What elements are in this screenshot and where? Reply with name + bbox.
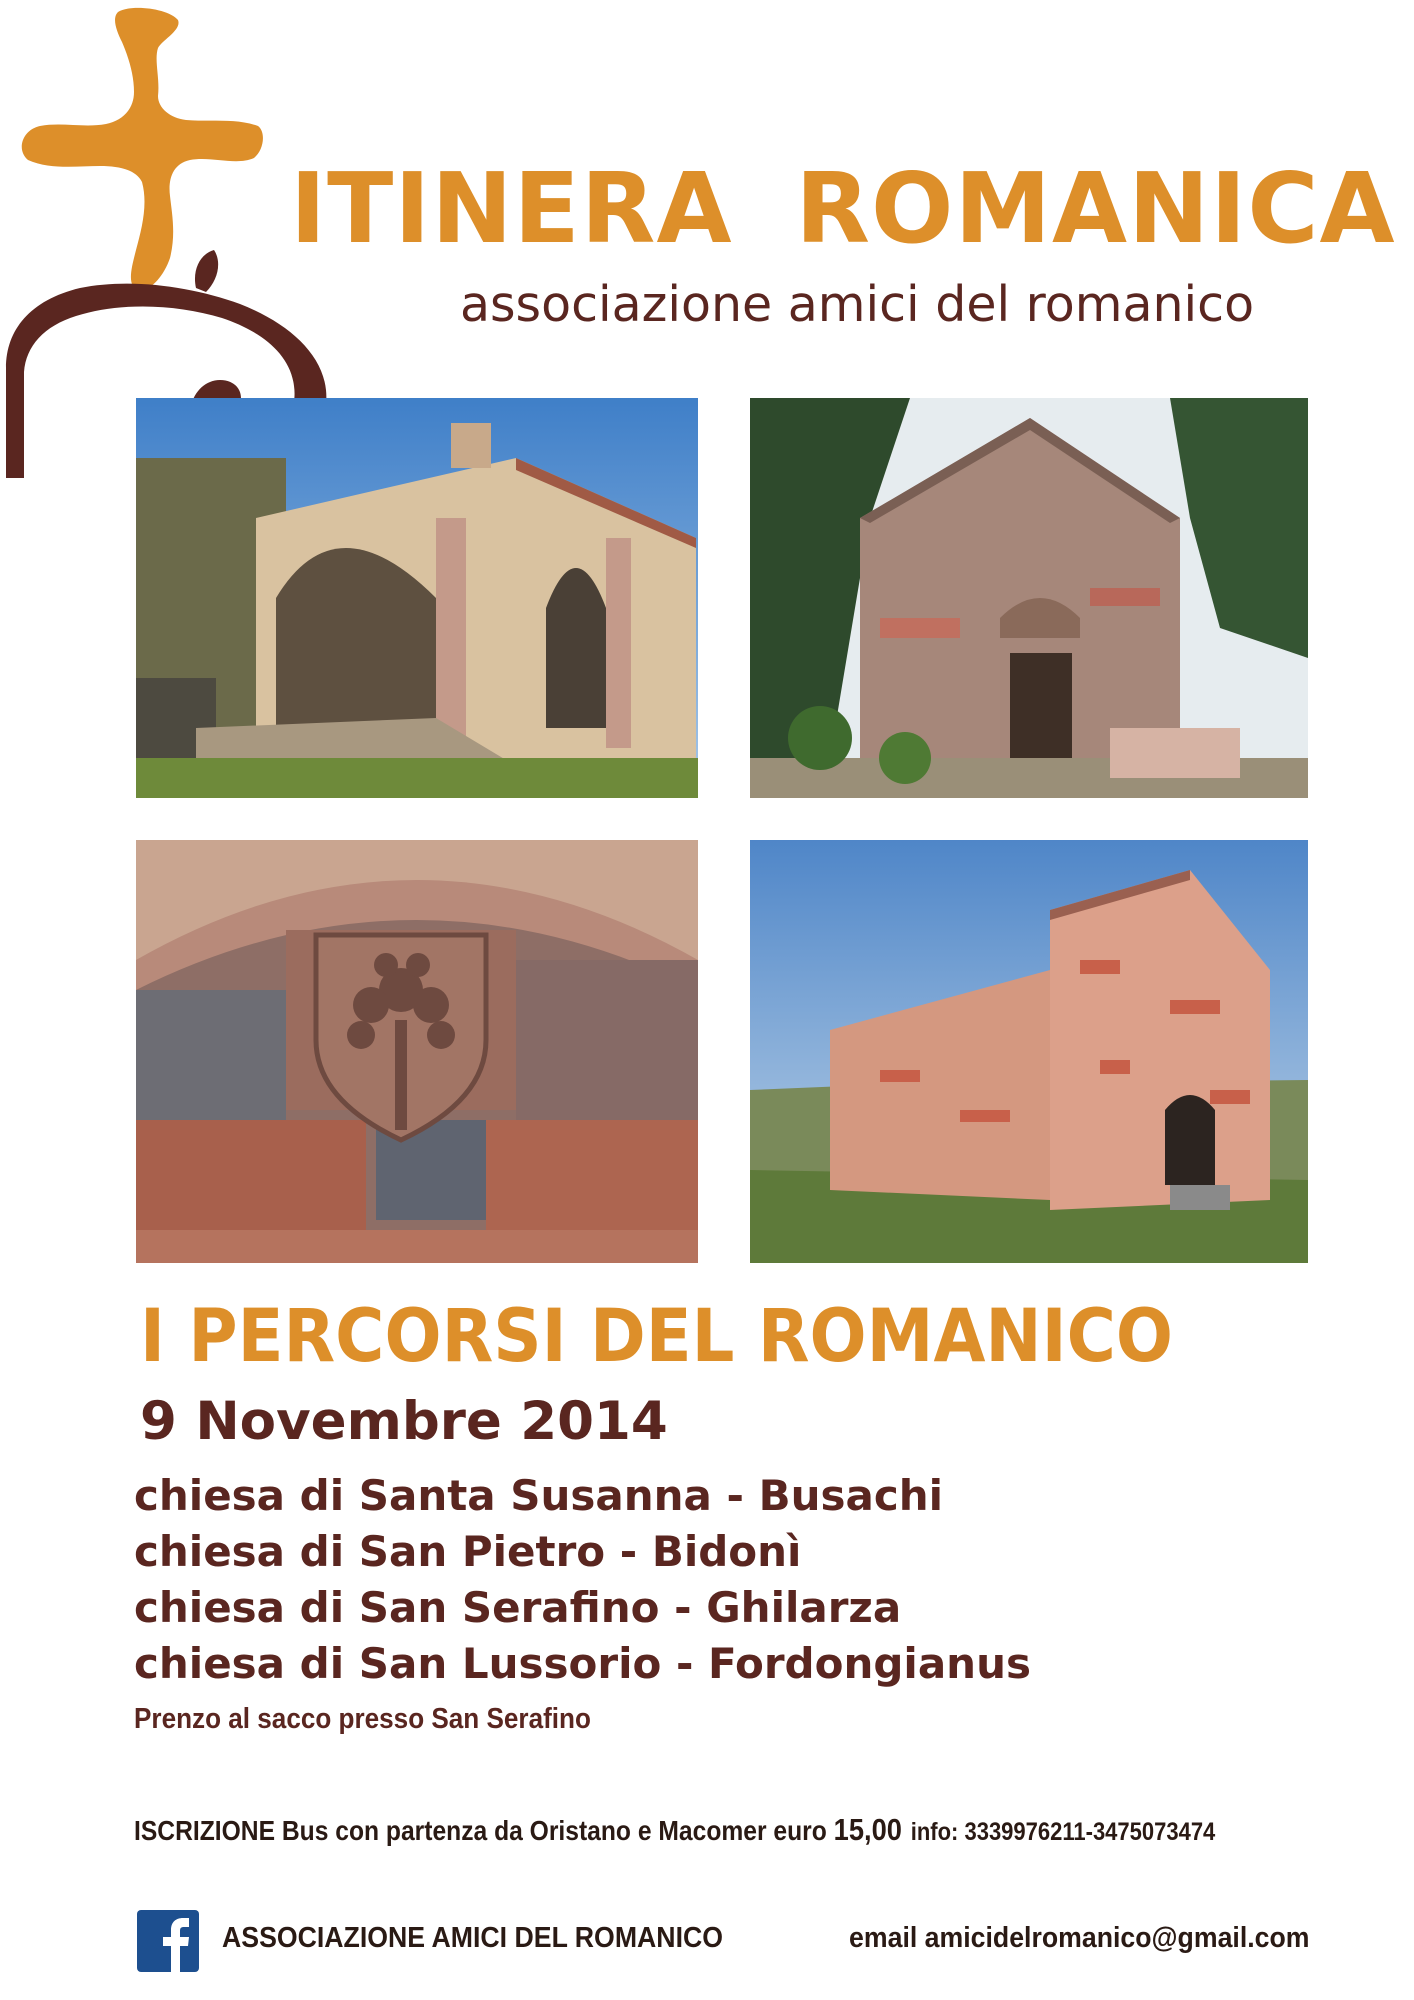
facebook-page-name[interactable]: ASSOCIAZIONE AMICI DEL ROMANICO	[222, 1922, 724, 1954]
registration-price: 15,00	[833, 1812, 902, 1847]
facebook-icon[interactable]	[137, 1910, 199, 1972]
orange-cross-icon	[22, 8, 263, 290]
list-item: chiesa di San Pietro - Bidonì	[134, 1527, 802, 1576]
registration-label: ISCRIZIONE	[134, 1815, 276, 1846]
list-item: chiesa di San Lussorio - Fordongianus	[134, 1639, 1031, 1688]
church-arcade-photo	[136, 398, 698, 798]
lunch-note: Prenzo al sacco presso San Serafino	[134, 1703, 591, 1735]
list-item: chiesa di San Serafino - Ghilarza	[134, 1583, 902, 1632]
registration-info: info: 3339976211-3475073474	[910, 1818, 1216, 1846]
carved-tree-shield-photo	[136, 840, 698, 1263]
church-hillside-photo	[750, 840, 1308, 1263]
registration-text: Bus con partenza da Oristano e Macomer euro	[275, 1815, 834, 1846]
list-item: chiesa di Santa Susanna - Busachi	[134, 1471, 944, 1520]
event-heading: I PERCORSI DEL ROMANICO	[140, 1294, 1174, 1379]
association-subtitle: associazione amici del romanico	[460, 276, 1255, 333]
contact-email[interactable]: email amicidelromanico@gmail.com	[849, 1922, 1310, 1954]
church-list	[134, 1468, 1031, 1692]
event-date: 9 Novembre 2014	[140, 1391, 668, 1452]
registration-line	[134, 1812, 1215, 1848]
church-facade-cemetery-photo	[750, 398, 1308, 798]
page-title: ITINERA ROMANICA	[290, 152, 1396, 265]
